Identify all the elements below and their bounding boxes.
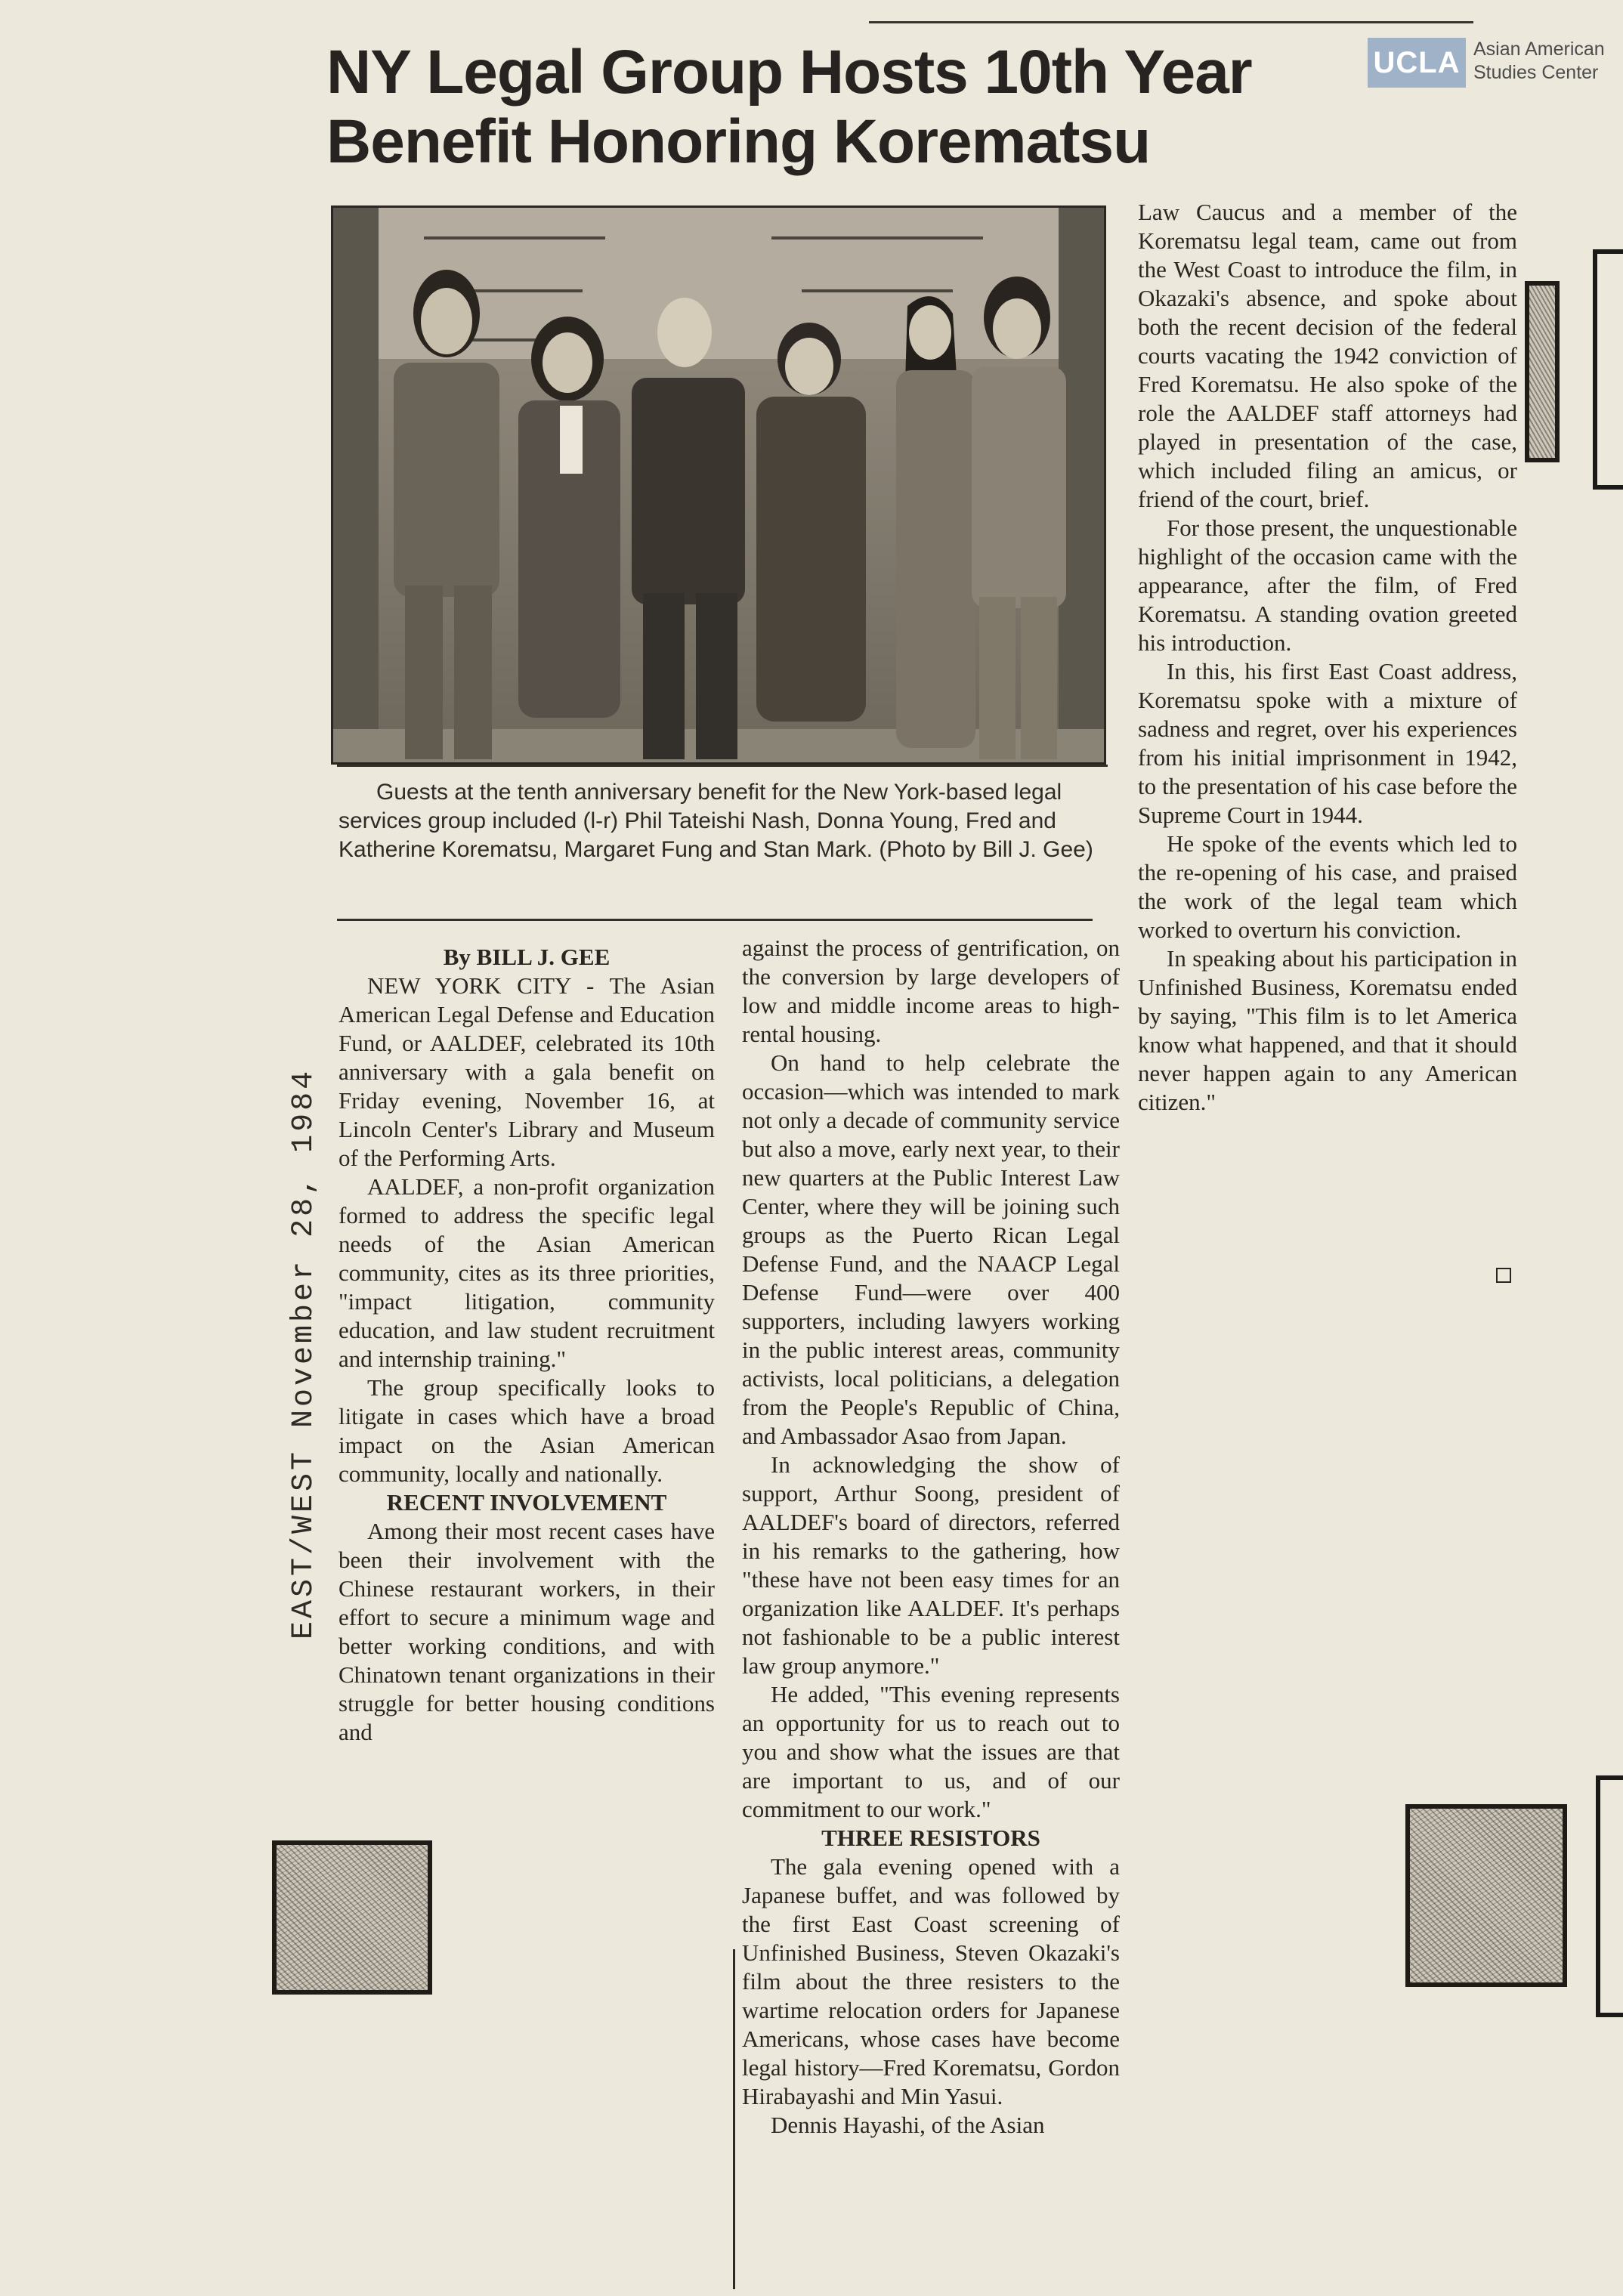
- paragraph: Among their most recent cases have been their involvement with the Chinese restaurant workers, in their effort to secure a minimum wage and better working conditions, and with Chinatown tenant organizations in their struggle for better housing conditions and: [339, 1518, 715, 1745]
- print-mark-square-right: [1405, 1804, 1567, 1987]
- caption-bottom-rule: [337, 919, 1093, 921]
- photo-caption: Guests at the tenth anniversary benefit for the New York-based legal services group included (l-r) Phil Tateishi Nash, Donna Young, Fred and Katherine Korematsu, Margaret Fung and Stan Mark. (Photo by Bill J. Gee): [339, 780, 1093, 862]
- publication-dateline: EAST/WEST November 28, 1984: [287, 1068, 321, 1639]
- article-column-1: [339, 943, 715, 1747]
- paragraph: The group specifically looks to litigate in cases which have a broad impact on the Asian American community, locally and nationally.: [339, 1374, 715, 1487]
- top-rule: [869, 21, 1473, 23]
- byline: By BILL J. GEE: [443, 944, 611, 970]
- group-photo: [331, 205, 1106, 765]
- paragraph: He spoke of the events which led to the re-opening of his case, and praised the work of the legal team which worked to overturn his conviction.: [1138, 830, 1517, 943]
- paragraph: NEW YORK CITY - The Asian American Legal Defense and Education Fund, or AALDEF, celebrated its 10th anniversary with a gala benefit on Friday evening, November 16, at Lincoln Center's Library and Museum of the Performing Arts.: [339, 972, 715, 1171]
- paragraph: In acknowledging the show of support, Arthur Soong, president of AALDEF's board of directors, referred in his remarks to the gathering, how "these have not been easy times for an organization like AALDEF. It's perhaps not fashionable to be a public interest law group anymore.": [742, 1451, 1120, 1679]
- print-bracket-top: [1593, 249, 1623, 490]
- paragraph: In this, his first East Coast address, Korematsu spoke with a mixture of sadness and regret, over his experiences from his initial imprisonment in 1942, to the presentation of his case before the Supreme Court in 1944.: [1138, 658, 1517, 828]
- article-column-2: [742, 934, 1120, 2140]
- paragraph: He added, "This evening represents an opportunity for us to reach out to you and show what the issues are that are important to us, and of our commitment to our work.": [742, 1681, 1120, 1822]
- paragraph: On hand to help celebrate the occasion—which was intended to mark not only a decade of community service but also a move, early next year, to their new quarters at the Public Interest Law Center, where they will be joining such groups as the Puerto Rican Legal Defense Fund, and the NAACP Legal Defense Fund—were over 400 supporters, including lawyers working in the public interest areas, community activists, local politicians, a delegation from the People's Republic of China, and Ambassador Asao from Japan.: [742, 1049, 1120, 1449]
- center-name: Asian American Studies Center: [1473, 39, 1605, 83]
- subhead-three-resistors: THREE RESISTORS: [821, 1825, 1040, 1851]
- photo-bottom-rule: [337, 765, 1108, 767]
- paragraph: For those present, the unquestionable highlight of the occasion came with the appearance, after the film, of Fred Korematsu. A standing ovation greeted his introduction.: [1138, 515, 1517, 656]
- headline: [326, 38, 1369, 177]
- paragraph: against the process of gentrification, on the conversion by large developers of low and middle income areas to high-rental housing.: [742, 935, 1120, 1047]
- article-column-3: [1138, 198, 1517, 1117]
- column-divider: [733, 1949, 735, 2289]
- headline-line-2: Benefit Honoring Korematsu: [326, 107, 1151, 176]
- print-bracket-bottom: [1596, 1775, 1623, 2017]
- subhead-recent-involvement: RECENT INVOLVEMENT: [386, 1489, 667, 1516]
- paragraph: AALDEF, a non-profit organization formed to address the specific legal needs of the Asian American community, cites as its three priorities, "impact litigation, community education, and law student recruitment and internship training.": [339, 1173, 715, 1372]
- headline-line-1: NY Legal Group Hosts 10th Year: [326, 38, 1252, 107]
- ucla-logo: UCLA: [1368, 38, 1466, 88]
- print-mark-square-left: [272, 1840, 432, 1995]
- paragraph: Law Caucus and a member of the Korematsu legal team, came out from the West Coast to introduce the film, in Okazaki's absence, and spoke about both the recent decision of the federal courts vacating the 1942 conviction of Fred Korematsu. He also spoke of the role the AALDEF staff attorneys had played in presentation of the case, which included filing an amicus, or friend of the court, brief.: [1138, 199, 1517, 512]
- group-photo-illustration: [333, 208, 1104, 762]
- paragraph: The gala evening opened with a Japanese buffet, and was followed by the first East Coast screening of Unfinished Business, Steven Okazaki's film about the three resisters to the wartime relocation orders for Japanese Americans, whose cases have become legal history—Fred Korematsu, Gordon Hirabayashi and Min Yasui.: [742, 1853, 1120, 2109]
- print-mark-strip: [1525, 281, 1560, 462]
- paragraph: Dennis Hayashi, of the Asian: [771, 2112, 1045, 2138]
- end-mark-icon: [1496, 1268, 1511, 1283]
- paragraph: In speaking about his participation in Unfinished Business, Korematsu ended by saying, "This film is to let America know what happened, and that it should never happen again to any American citizen.": [1138, 945, 1517, 1115]
